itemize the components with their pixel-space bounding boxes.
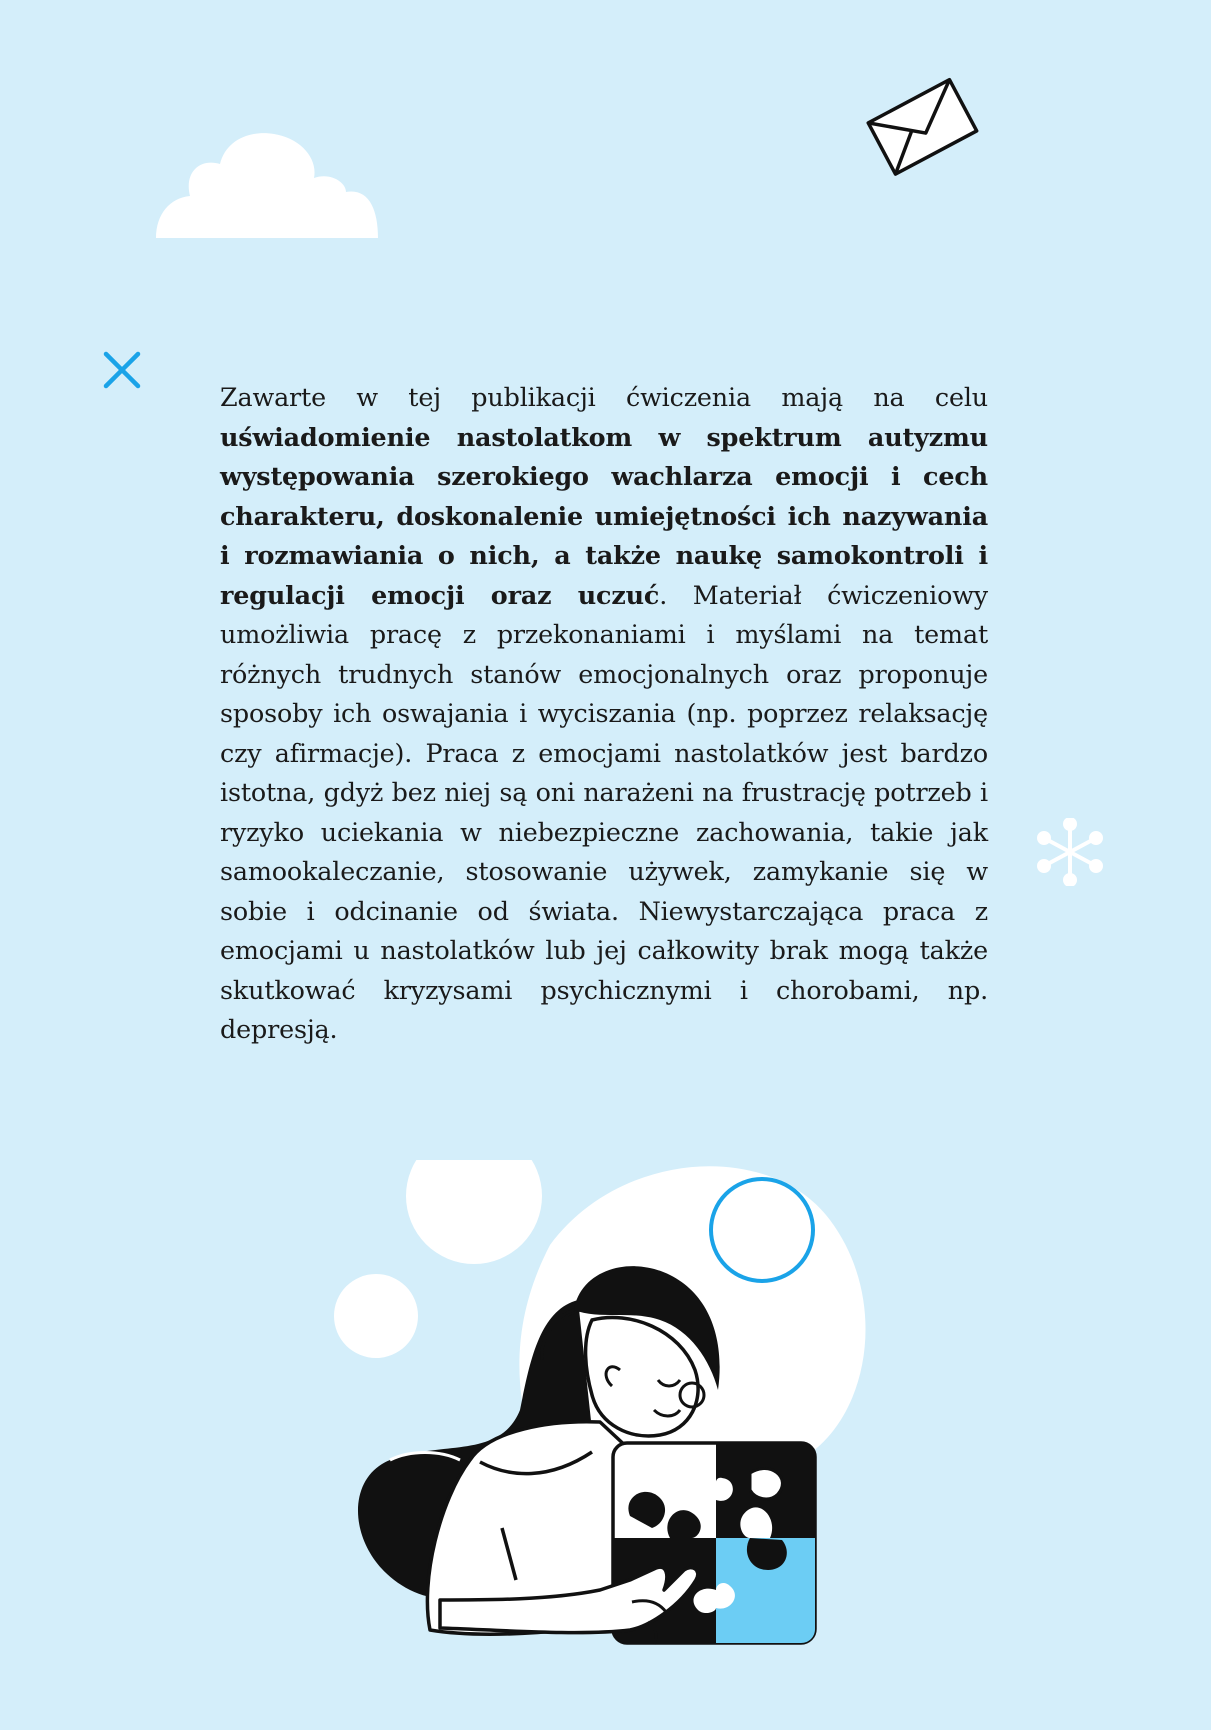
white-circle-small bbox=[334, 1274, 418, 1358]
envelope-icon bbox=[862, 74, 982, 178]
paragraph-intro: Zawarte w tej publikacji ćwiczenia mają na celu bbox=[220, 382, 988, 412]
paragraph-bold-goals: uświadomienie nastolatkom w spektrum autyzmu występowania szerokiego wachlarza emocji i cech charakteru, doskonalenie umiejętności ich nazywania i rozmawiania o nich, a także naukę samokontroli i regulacji emocji oraz uczuć bbox=[220, 421, 988, 610]
body-paragraph bbox=[220, 378, 988, 1050]
cloud-icon bbox=[154, 132, 378, 238]
sparkle-icon bbox=[1036, 818, 1104, 886]
white-circle-large bbox=[406, 1160, 542, 1264]
paragraph-rest: . Materiał ćwiczeniowy umożliwia pracę z przekonaniami i myślami na temat różnych trudnych stanów emocjonalnych oraz proponuje sposoby ich oswajania i wyciszania (np. poprzez relaksację czy afirmacje). Praca z emocjami nastolatków jest bardzo istotna, gdyż bez niej są oni narażeni na frustrację potrzeb i ryzyko uciekania w niebezpieczne zachowania, takie jak samookaleczanie, stosowanie używek, zamykanie się w sobie i odcinanie od świata. Niewystarczająca praca z emocjami u nastolatków lub jej całkowity brak mogą także skutkować kryzysami psychicznymi i chorobami, np. depresją. bbox=[220, 579, 988, 1044]
x-mark-icon bbox=[100, 348, 144, 392]
girl-with-puzzle-illustration bbox=[330, 1160, 930, 1680]
